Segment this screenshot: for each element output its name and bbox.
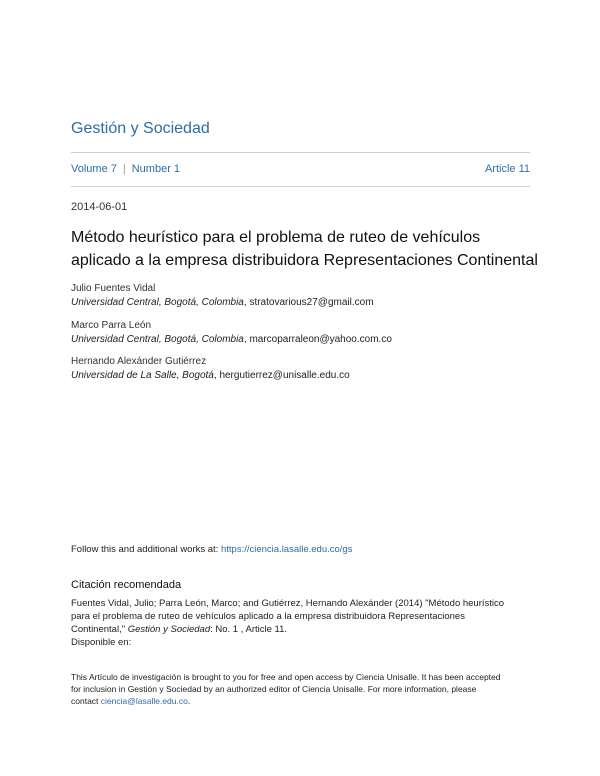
notice-line: This Artículo de investigación is brought to you for free and open access by Ciencia Unisalle. It has been accepted	[71, 672, 501, 682]
author-email: stratovarious27@gmail.com	[249, 297, 374, 308]
citation-line	[71, 623, 531, 636]
citation-line: Disponible en:	[71, 637, 132, 648]
author-email: marcoparraleon@yahoo.com.co	[249, 334, 392, 345]
article-link[interactable]: Article 11	[484, 163, 530, 175]
author-affiliation: Universidad Central, Bogotá, Colombia, stratovarious27@gmail.com	[71, 297, 374, 308]
author-block	[71, 319, 531, 347]
author-affiliation: Universidad de La Salle, Bogotá, hergutierrez@unisalle.edu.co	[71, 370, 350, 381]
author-name: Marco Parra León	[71, 320, 152, 331]
title-line: Método heurístico para el problema de ruteo de vehículos	[71, 229, 481, 246]
notice-line	[71, 695, 531, 707]
meta-separator: |	[122, 163, 126, 175]
citation-text: Continental,"	[71, 624, 128, 635]
citation-text: : No. 1 , Article 11.	[210, 624, 288, 635]
divider	[71, 186, 530, 187]
author-affiliation: Universidad Central, Bogotá, Colombia, marcoparraleon@yahoo.com.co	[71, 334, 392, 345]
citation-line: para el problema de ruteo de vehículos aplicado a la empresa distribuidora Representaciones	[71, 611, 465, 622]
article-title	[71, 226, 541, 272]
notice-text: contact	[71, 696, 101, 706]
citation-heading: Citación recomendada	[71, 579, 182, 591]
citation-journal: Gestión y Sociedad	[127, 624, 211, 635]
notice-text: .	[187, 696, 191, 706]
affiliation-text: Universidad Central, Bogotá, Colombia	[71, 334, 244, 345]
journal-title[interactable]: Gestión y Sociedad	[71, 120, 210, 137]
publication-date: 2014-06-01	[71, 201, 128, 213]
notice-line: for inclusion in Gestión y Sociedad by an authorized editor of Ciencia Unisalle. For more information, please	[71, 684, 477, 694]
access-notice	[71, 671, 531, 707]
follow-link[interactable]: https://ciencia.lasalle.edu.co/gs	[220, 544, 353, 555]
author-name: Julio Fuentes Vidal	[71, 283, 156, 294]
issue-meta	[71, 163, 530, 175]
author-name: Hernando Alexánder Gutiérrez	[71, 356, 207, 367]
citation-body	[71, 597, 531, 649]
author-block	[71, 282, 531, 310]
author-block	[71, 355, 531, 383]
title-line: aplicado a la empresa distribuidora Representaciones Continental	[71, 252, 538, 269]
citation-line: Fuentes Vidal, Julio; Parra León, Marco; and Gutiérrez, Hernando Alexánder (2014) "Método heurístico	[71, 598, 505, 609]
affiliation-text: Universidad Central, Bogotá, Colombia	[71, 297, 244, 308]
follow-line	[71, 544, 352, 555]
follow-text: Follow this and additional works at:	[71, 544, 221, 555]
affiliation-text: Universidad de La Salle, Bogotá	[71, 370, 214, 381]
contact-email-link[interactable]: ciencia@lasalle.edu.co	[100, 696, 188, 706]
number-link[interactable]: Number 1	[131, 163, 181, 175]
volume-link[interactable]: Volume 7	[71, 163, 117, 175]
author-email: hergutierrez@unisalle.edu.co	[219, 370, 350, 381]
divider	[71, 152, 530, 153]
